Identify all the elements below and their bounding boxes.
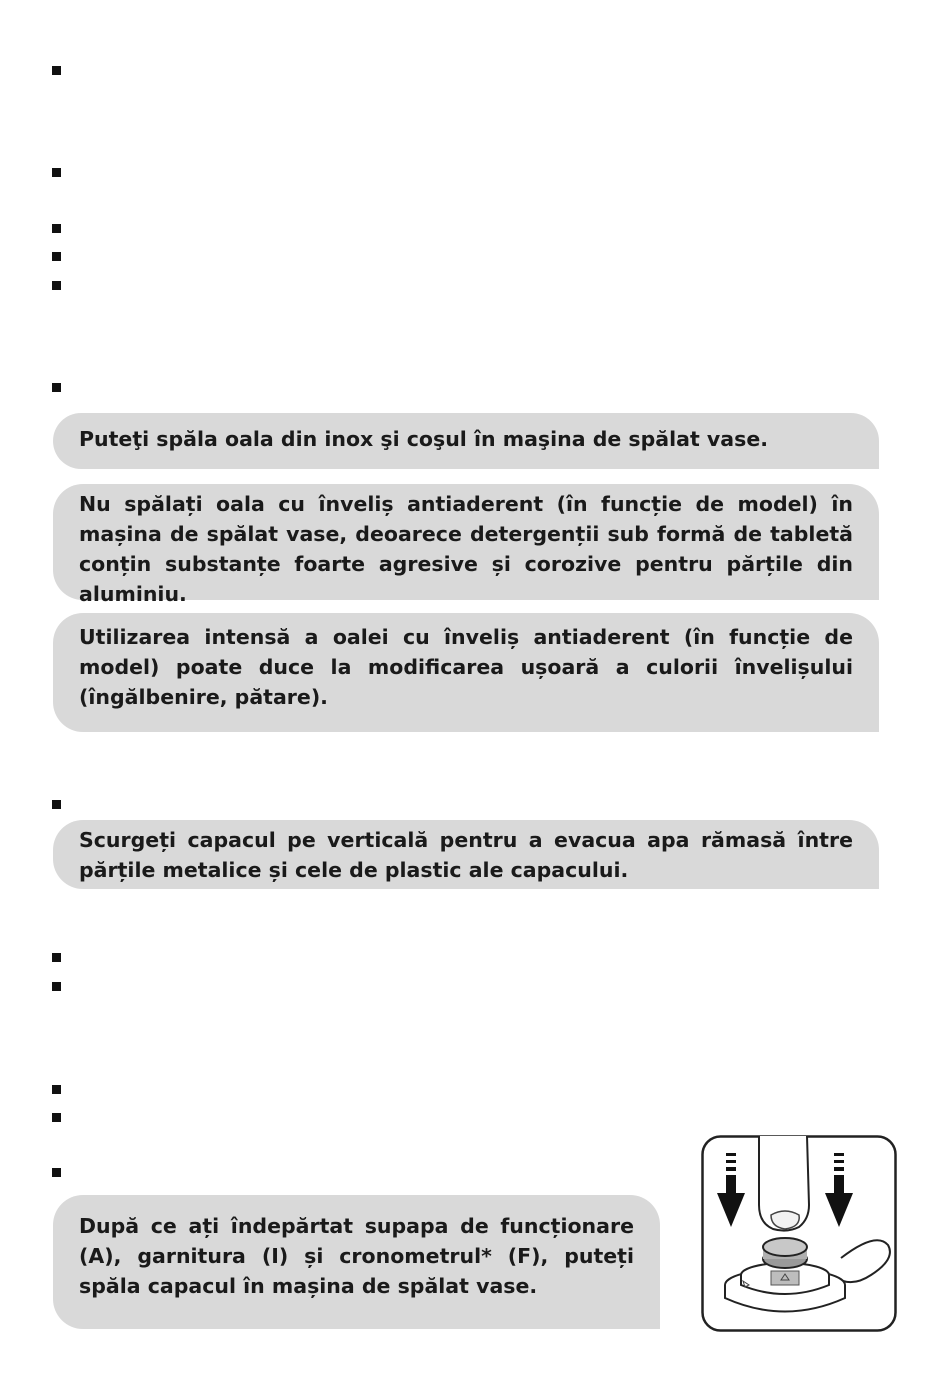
note-text: După ce ați îndepărtat supapa de funcționare (A), garnitura (I) și cronometrul* (F), puteți spăla capacul în mașina de spălat vase.	[79, 1214, 634, 1298]
note-text: Puteţi spăla oala din inox şi coşul în maşina de spălat vase.	[79, 427, 769, 451]
bullet-marker	[52, 982, 61, 991]
note-coating-discoloration	[53, 613, 879, 732]
bullet-marker	[52, 66, 61, 75]
bullet-marker	[52, 168, 61, 177]
finger-icon	[759, 1136, 809, 1231]
bullet-marker	[52, 800, 61, 809]
bullet-marker	[52, 383, 61, 392]
bullet-marker	[52, 252, 61, 261]
note-lid-dishwasher	[53, 1195, 660, 1329]
bullet-marker	[52, 953, 61, 962]
valve-removal-illustration	[701, 1135, 897, 1332]
note-text: Nu spălați oala cu înveliș antiaderent (în funcție de model) în mașina de spălat vase, deoarece detergenții sub formă de tabletă conțin substanțe foarte agresive și corozive pentru părțile din aluminiu.	[79, 492, 853, 606]
note-text: Scurgeți capacul pe verticală pentru a evacua apa rămasă între părțile metalice și cele de plastic ale capacului.	[79, 828, 853, 882]
note-stainless-dishwasher	[53, 413, 879, 469]
bullet-marker	[52, 224, 61, 233]
note-text: Utilizarea intensă a oalei cu înveliș antiaderent (în funcție de model) poate duce la modificarea ușoară a culorii învelișului (îngălbenire, pătare).	[79, 625, 853, 709]
bullet-marker	[52, 1113, 61, 1122]
bullet-marker	[52, 1168, 61, 1177]
bullet-marker	[52, 1085, 61, 1094]
bullet-marker	[52, 281, 61, 290]
note-nonstick-warning	[53, 484, 879, 606]
valve-icon	[763, 1238, 807, 1268]
note-drain-lid	[53, 820, 879, 889]
